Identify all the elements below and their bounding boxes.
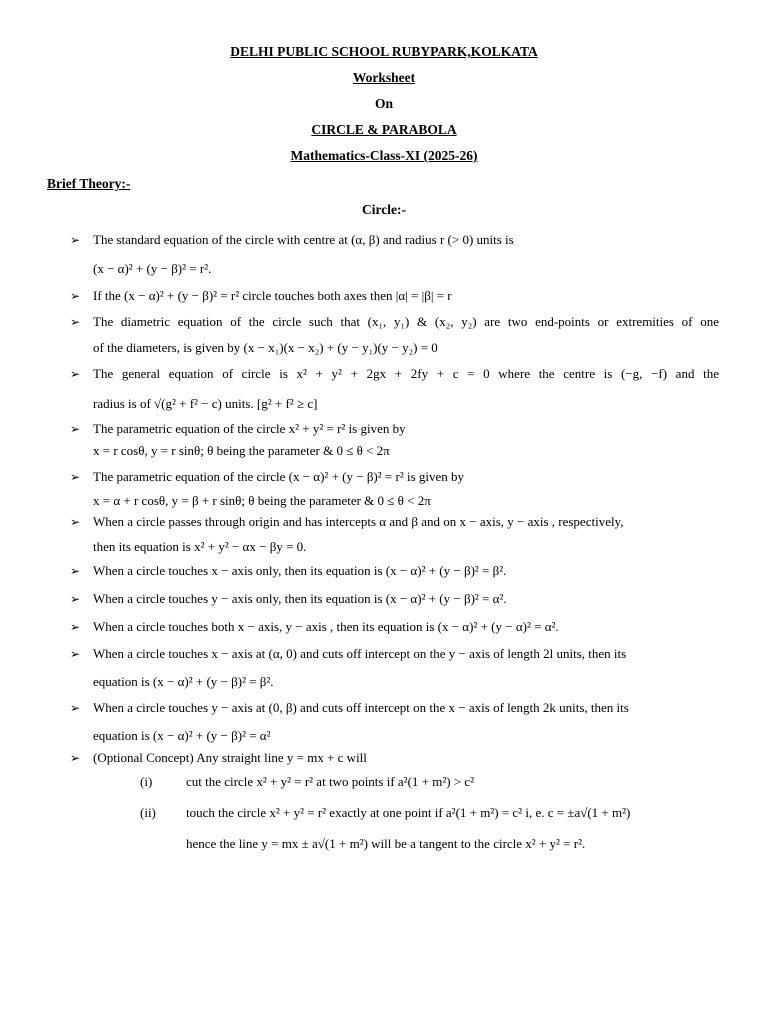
theory-item-line: then its equation is x² + y² − αx − βy = 0.: [93, 539, 307, 554]
circle-section-heading: Circle:-: [362, 202, 406, 217]
bullet-marker: ➢: [70, 751, 81, 765]
sub-item-label: (i): [140, 774, 153, 789]
bullet-marker: ➢: [70, 233, 81, 247]
theory-item-line: (Optional Concept) Any straight line y = mx + c will: [93, 750, 367, 765]
bullet-marker: ➢: [70, 592, 81, 606]
theory-item-line: equation is (x − α)² + (y − β)² = α²: [93, 728, 271, 743]
school-name: DELHI PUBLIC SCHOOL RUBYPARK,KOLKATA: [230, 44, 538, 59]
theory-item-line: of the diameters, is given by (x − x₁)(x − x₂) + (y − y₁)(y − y₂) = 0: [93, 340, 438, 355]
sub-item-text: cut the circle x² + y² = r² at two points if a²(1 + m²) > c²: [186, 774, 475, 789]
theory-item-line: When a circle touches both x − axis, y − axis , then its equation is (x − α)² + (y − α)² = α².: [93, 619, 559, 634]
theory-item-line: The standard equation of the circle with centre at (α, β) and radius r (> 0) units is: [93, 232, 514, 247]
theory-item-line: When a circle touches x − axis at (α, 0) and cuts off intercept on the y − axis of length 2l units, then its: [93, 646, 627, 661]
bullet-marker: ➢: [70, 422, 81, 436]
theory-item-line: x = r cosθ, y = r sinθ; θ being the parameter & 0 ≤ θ < 2π: [93, 443, 390, 458]
theory-item-line: When a circle touches y − axis at (0, β) and cuts off intercept on the x − axis of length 2k units, then its: [93, 700, 629, 715]
theory-item-line: (x − α)² + (y − β)² = r².: [93, 261, 212, 276]
theory-item-line: When a circle touches y − axis only, then its equation is (x − α)² + (y − β)² = α².: [93, 591, 507, 606]
bullet-marker: ➢: [70, 647, 81, 661]
bullet-marker: ➢: [70, 564, 81, 578]
theory-item-line: When a circle touches x − axis only, then its equation is (x − α)² + (y − β)² = β².: [93, 563, 507, 578]
bullet-marker: ➢: [70, 470, 81, 484]
theory-item-line: If the (x − α)² + (y − β)² = r² circle touches both axes then |α| = |β| = r: [93, 288, 452, 303]
bullet-marker: ➢: [70, 367, 81, 381]
sub-item-text: touch the circle x² + y² = r² exactly at one point if a²(1 + m²) = c² i, e. c = ±a√(1 + m²): [186, 805, 631, 820]
theory-item-line: radius is of √(g² + f² − c) units. [g² + f² ≥ c]: [93, 396, 318, 411]
sub-item-label: (ii): [140, 805, 156, 820]
bullet-marker: ➢: [70, 701, 81, 715]
theory-item-line: x = α + r cosθ, y = β + r sinθ; θ being the parameter & 0 ≤ θ < 2π: [93, 493, 431, 508]
theory-item-line: When a circle passes through origin and has intercepts α and β and on x − axis, y − axis , respectively,: [93, 514, 624, 529]
brief-theory-heading: Brief Theory:-: [47, 176, 131, 191]
topic-title: CIRCLE & PARABOLA: [311, 122, 457, 137]
bullet-marker: ➢: [70, 289, 81, 303]
bullet-marker: ➢: [70, 315, 81, 329]
theory-item-line: The parametric equation of the circle x² + y² = r² is given by: [93, 421, 406, 436]
theory-item-line: The general equation of circle is x² + y² + 2gx + 2fy + c = 0 where the centre is (−g, −f) and the: [93, 366, 719, 381]
bullet-marker: ➢: [70, 620, 81, 634]
on-label: On: [374, 96, 393, 111]
theory-item-line: equation is (x − α)² + (y − β)² = β².: [93, 674, 274, 689]
theory-item-line: The parametric equation of the circle (x − α)² + (y − β)² = r² is given by: [93, 469, 465, 484]
tangent-condition-text: hence the line y = mx ± a√(1 + m²) will be a tangent to the circle x² + y² = r².: [186, 836, 586, 851]
worksheet-title: Worksheet: [352, 70, 416, 85]
bullet-marker: ➢: [70, 515, 81, 529]
subject-title: Mathematics-Class-XI (2025-26): [290, 148, 478, 163]
theory-item-line: The diametric equation of the circle such that (x₁, y₁) & (x₂, y₂) are two end-points or extremities of one: [93, 314, 719, 329]
